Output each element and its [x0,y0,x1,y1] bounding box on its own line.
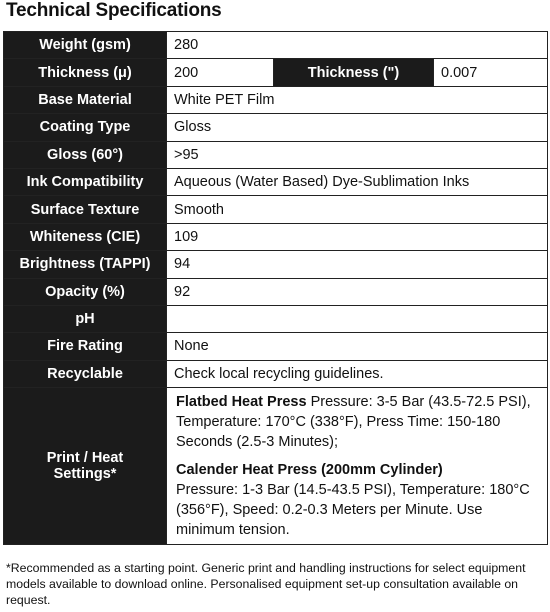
table-row [4,223,548,250]
row-value: 109 [167,223,548,250]
row-value: Gloss [167,114,548,141]
row-value-secondary: 0.007 [434,59,548,86]
table-row [4,114,548,141]
row-label: pH [4,305,167,332]
table-row [4,32,548,59]
row-value: White PET Film [167,86,548,113]
row-label: Recyclable [4,360,167,387]
print-settings-label [4,388,167,545]
row-value [167,305,548,332]
row-value: 200 [167,59,274,86]
row-label: Brightness (TAPPI) [4,251,167,278]
row-value: 94 [167,251,548,278]
row-value: >95 [167,141,548,168]
row-value: None [167,333,548,360]
table-row [4,196,548,223]
row-label: Ink Compatibility [4,168,167,195]
row-label: Whiteness (CIE) [4,223,167,250]
table-row-print-settings [4,388,548,545]
row-label: Thickness (μ) [4,59,167,86]
table-row [4,59,548,86]
calender-settings [176,460,538,540]
calender-title: Calender Heat Press (200mm Cylinder) [176,462,443,479]
flatbed-text: Pressure: 3-5 Bar (43.5-72.5 PSI), Temperature: 170°C (338°F), Press Time: 150-180 Seconds (2.5-3 Minutes); [176,394,531,451]
row-label: Weight (gsm) [4,32,167,59]
calender-text: Pressure: 1-3 Bar (14.5-43.5 PSI), Temperature: 180°C (356°F), Speed: 0.2-0.3 Meters per Minute. Use minimum tension. [176,482,530,539]
row-value: Smooth [167,196,548,223]
table-row [4,86,548,113]
flatbed-title: Flatbed Heat Press [176,394,307,411]
flatbed-settings [176,392,538,452]
footnote: *Recommended as a starting point. Generic print and handling instructions for select equipment models available to download online. Personalised equipment set-up consultation available on request. [6,561,526,607]
row-label: Gloss (60°) [4,141,167,168]
spec-table [3,31,548,545]
print-settings-value [167,388,548,545]
table-row [4,141,548,168]
row-label: Base Material [4,86,167,113]
table-row [4,278,548,305]
row-value: Check local recycling guidelines. [167,360,548,387]
row-label: Coating Type [4,114,167,141]
row-label: Opacity (%) [4,278,167,305]
row-value: Aqueous (Water Based) Dye-Sublimation Inks [167,168,548,195]
table-row [4,168,548,195]
print-settings-label-line2: Settings* [53,466,117,483]
table-row [4,251,548,278]
table-row [4,360,548,387]
row-label: Fire Rating [4,333,167,360]
row-label: Surface Texture [4,196,167,223]
row-value: 92 [167,278,548,305]
row-label-secondary: Thickness (") [274,59,434,86]
table-row [4,333,548,360]
page-title: Technical Specifications [6,0,222,21]
table-row [4,305,548,332]
row-value: 280 [167,32,548,59]
print-settings-label-line1: Print / Heat [46,450,124,467]
